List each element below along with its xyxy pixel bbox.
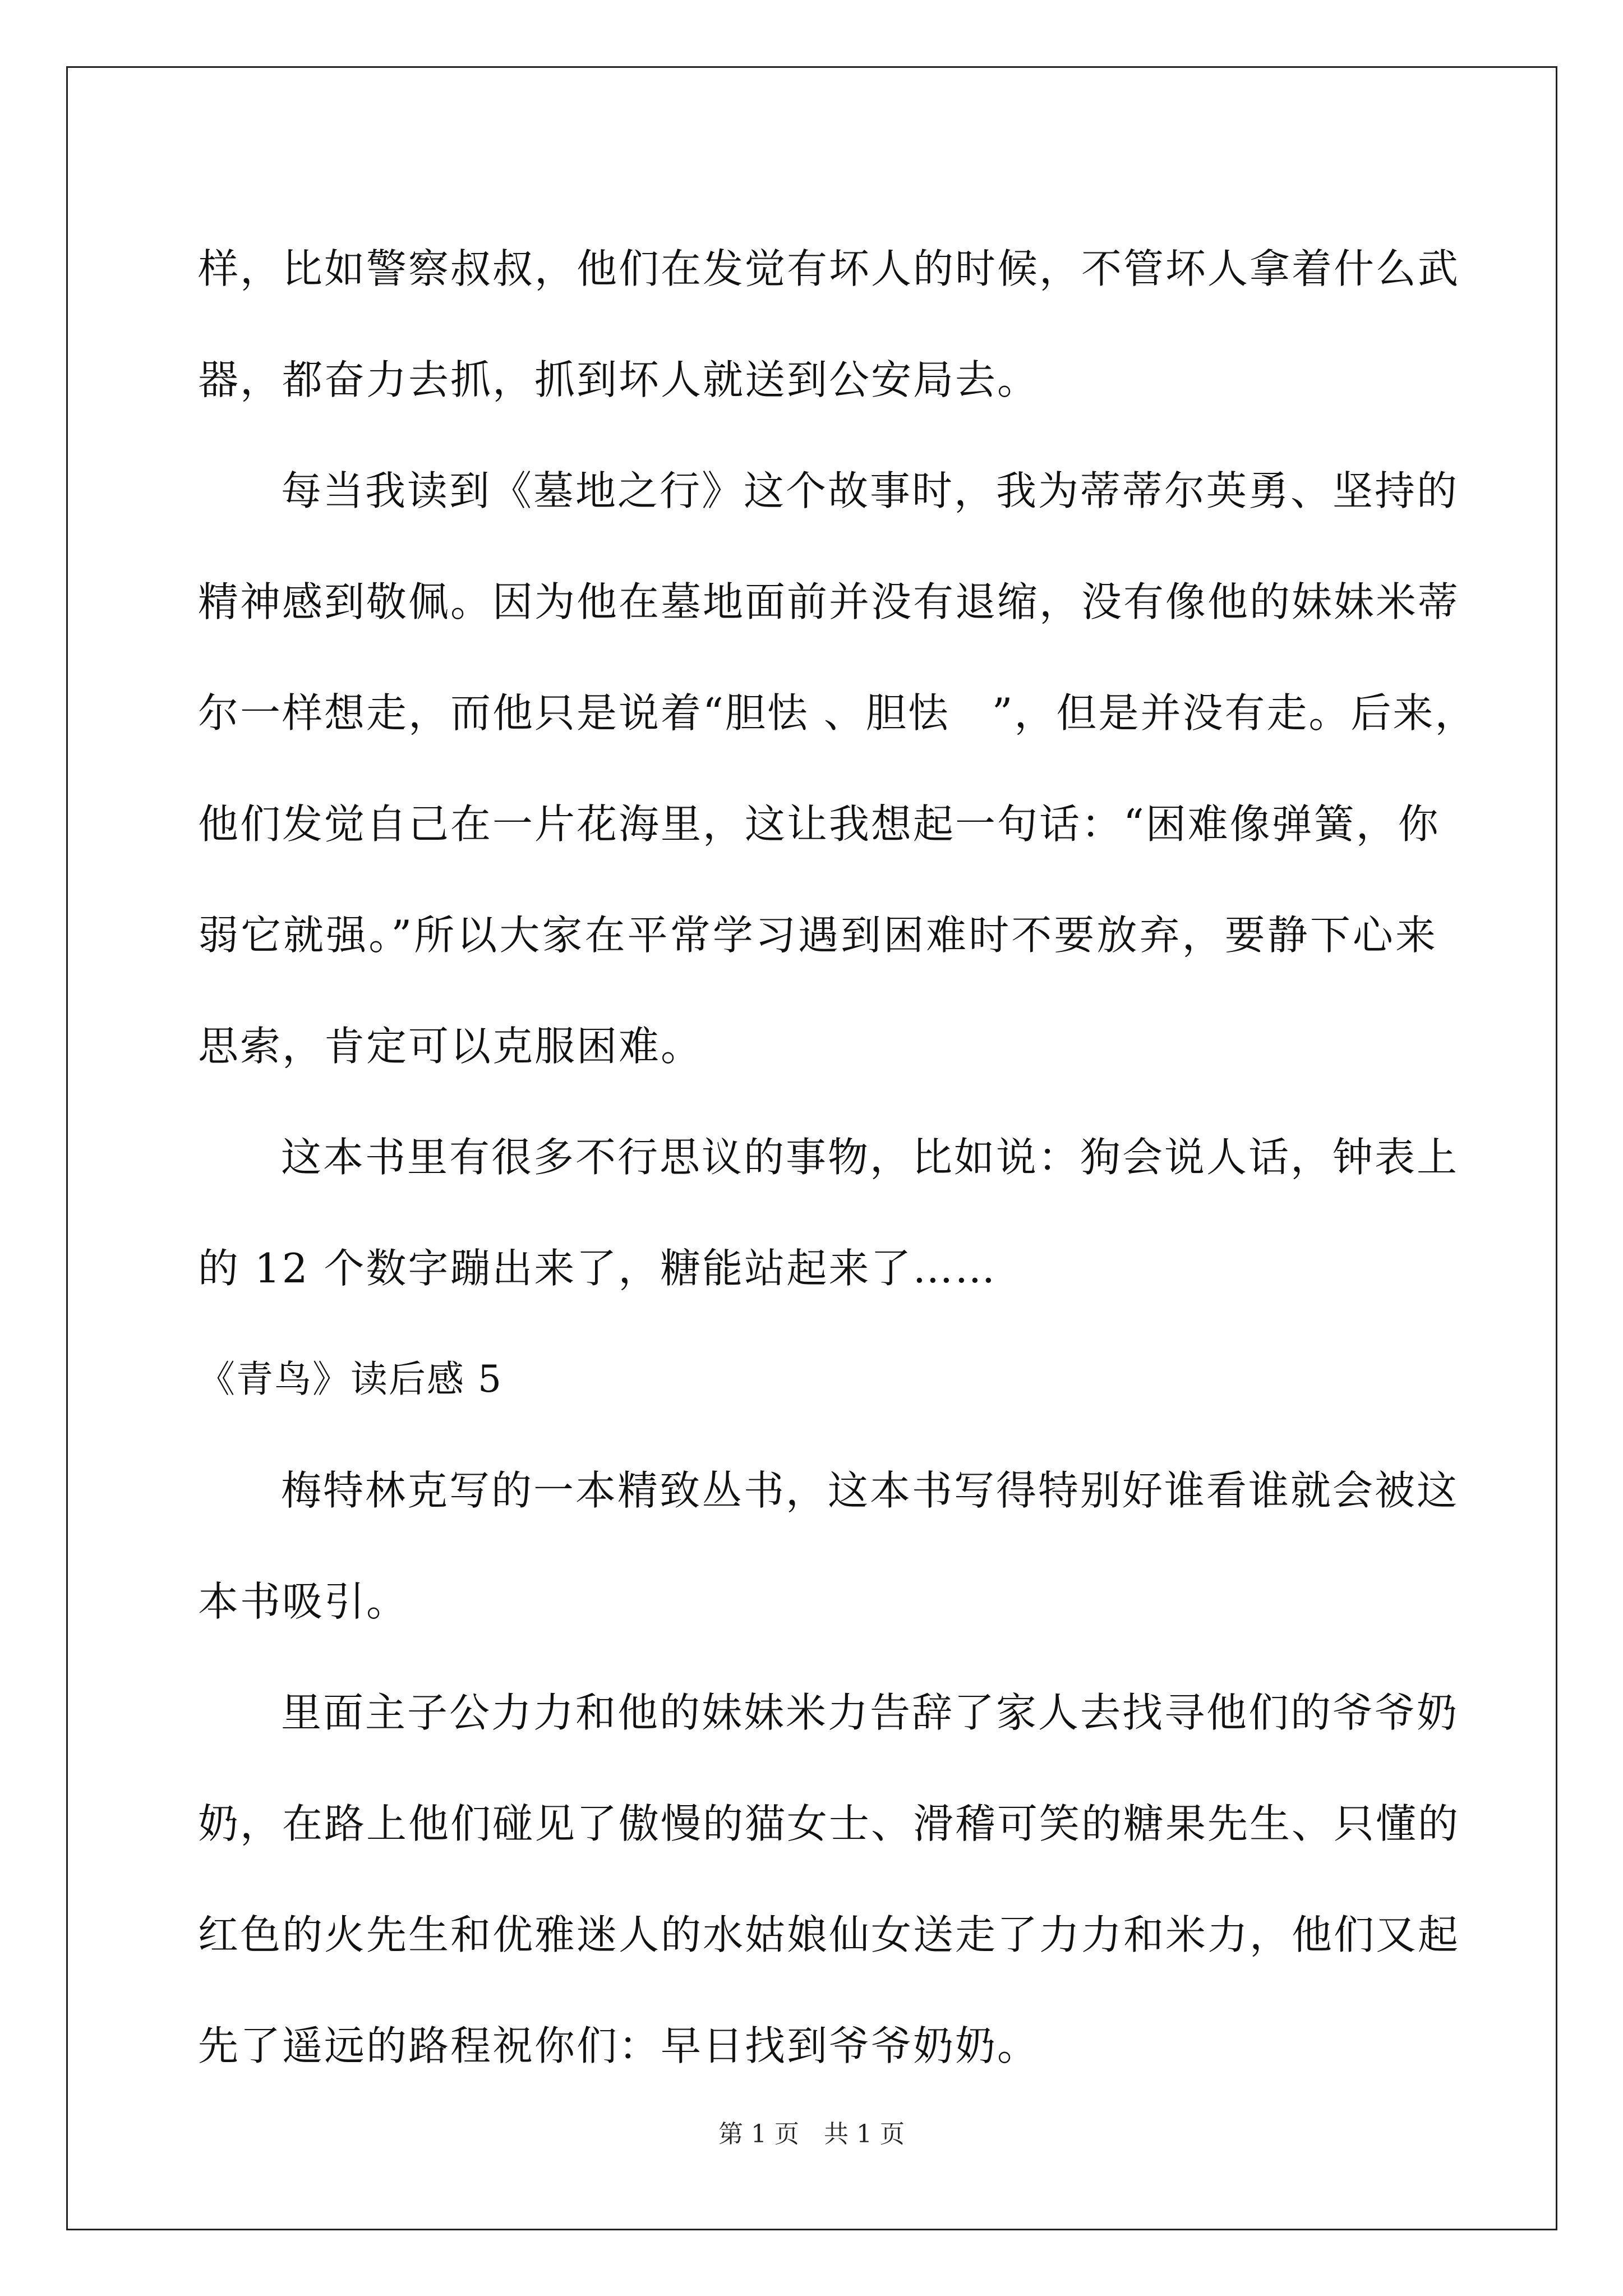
document-body xyxy=(198,213,1477,2101)
text-line: 样，比如警察叔叔，他们在发觉有坏人的时候，不管坏人拿着什么武 xyxy=(198,245,1460,292)
text-line: 尔一样想走，而他只是说着“胆怯 、胆怯 ”，但是并没有走。后来， xyxy=(198,689,1477,737)
text-line: 里面主子公力力和他的妹妹米力告辞了家人去找寻他们的爷爷奶 xyxy=(281,1689,1459,1736)
text-line: 本书吸引。 xyxy=(198,1578,409,1625)
page-number-footer: 第 1 页 共 1 页 xyxy=(718,2120,905,2148)
text-line: 这本书里有很多不行思议的事物，比如说：狗会说人话，钟表上 xyxy=(281,1134,1459,1181)
text-line: 梅特林克写的一本精致丛书，这本书写得特别好谁看谁就会被这 xyxy=(281,1467,1459,1514)
text-line: 思索，肯定可以克服困难。 xyxy=(198,1023,703,1070)
text-line: 他们发觉自己在一片花海里，这让我想起一句话：“困难像弹簧，你 xyxy=(198,800,1440,848)
text-line: 器，都奋力去抓，抓到坏人就送到公安局去。 xyxy=(198,356,1040,403)
section-heading: 《青鸟》读后感 5 xyxy=(198,1358,502,1401)
text-line: 精神感到敬佩。因为他在墓地面前并没有退缩，没有像他的妹妹米蒂 xyxy=(198,578,1460,625)
text-line: 红色的火先生和优雅迷人的水姑娘仙女送走了力力和米力，他们又起 xyxy=(198,1911,1460,1958)
text-line: 弱它就强。”所以大家在平常学习遇到困难时不要放弃，要静下心来 xyxy=(198,912,1437,959)
text-line: 奶，在路上他们碰见了傲慢的猫女士、滑稽可笑的糖果先生、只懂的 xyxy=(198,1800,1460,1847)
text-line: 的 12 个数字蹦出来了，糖能站起来了…… xyxy=(198,1245,997,1292)
text-line: 先了遥远的路程祝你们：早日找到爷爷奶奶。 xyxy=(198,2022,1040,2069)
text-line: 每当我读到《墓地之行》这个故事时，我为蒂蒂尔英勇、坚持的 xyxy=(281,467,1459,514)
